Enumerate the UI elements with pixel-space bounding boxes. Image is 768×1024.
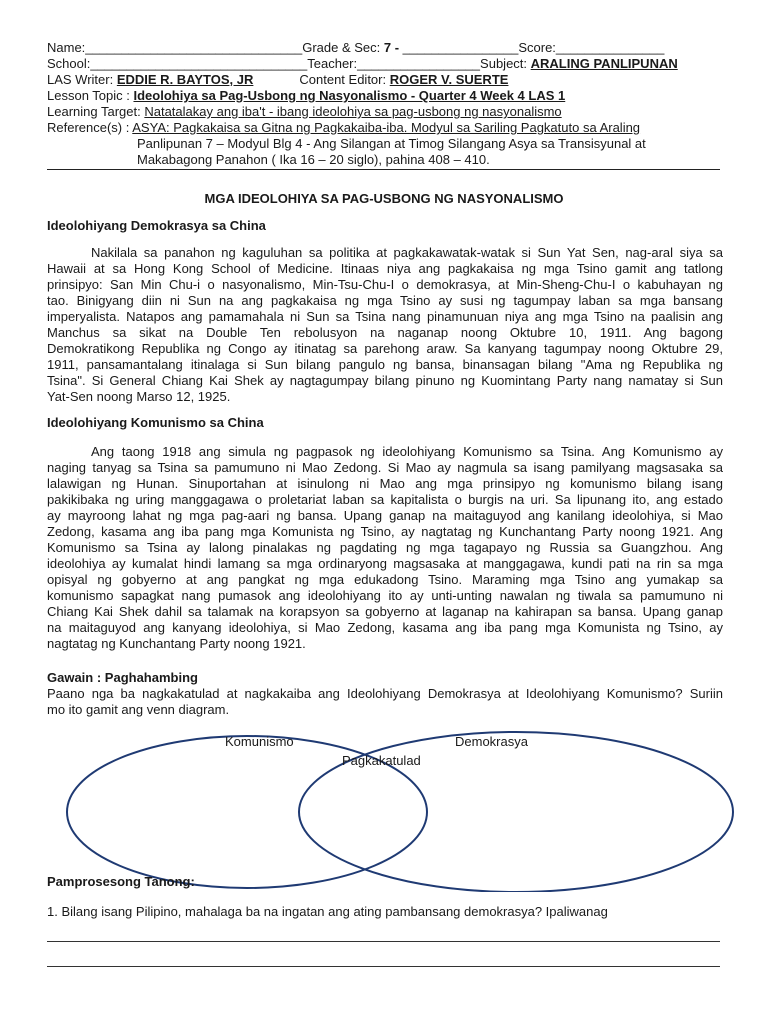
header-row-3 — [47, 72, 508, 88]
paragraph-line: tao. Binigyang diin ni Sun na ang pagkakaisa ng mga Tsino ay susi ng tagumpay laban sa mga bansang — [47, 293, 723, 308]
paragraph-line: lalawigan ng Hunan. Sinuportahan at isinulong ni Mao ang mga prinsipyo ng komunismo bilang isang — [47, 476, 723, 491]
editor-value: ROGER V. SUERTE — [389, 72, 509, 87]
grade-field[interactable]: ________________ — [402, 40, 519, 55]
paragraph-line: opisyal ng gobyerno at ang pangkat ng mga edukadong Tsino. Maraming mga Tsino ang yumakap sa — [47, 572, 723, 587]
section-1-paragraph — [47, 245, 723, 405]
header-row-4 — [47, 88, 565, 104]
subject-label: Subject: — [480, 56, 531, 71]
header-row-2 — [47, 56, 678, 72]
questions-heading: Pamprosesong Tanong: — [47, 874, 195, 889]
paragraph-line: Zedong, kasama ang iba pang mga Komunista ng Tsino, ay nagtatag ng Kunchantang Party noong 1921. Ang — [47, 524, 723, 539]
paragraph-line: prinsipyo: San Min Chu-i o nasyonalismo, Min-Tsu-Chu-I o demokrasya, at Min-Sheng-Chu-I o kabuhayan ng — [47, 277, 723, 292]
writer-value: EDDIE R. BAYTOS, JR — [116, 72, 254, 87]
paragraph-line: na maitaguyod ang kanyang ideolohiya, si Mao Zedong, kasama ang iba pang mga Komunista ng Tsino, ay — [47, 620, 723, 635]
paragraph-line: Tsina". Si General Chiang Kai Shek ay nagtagumpay bilang pinuno ng Kuomintang Party nang namatay si Sun — [47, 373, 723, 388]
paragraph-line: ideolohiya ay kumalat hindi lamang sa mga ordinaryong magsasaka at manggagawa, kundi pati na rin sa mga — [47, 556, 723, 571]
teacher-field[interactable]: Teacher:_________________ — [307, 56, 481, 71]
reference-line-3: Makabagong Panahon ( Ika 16 – 20 siglo), pahina 408 – 410. — [137, 152, 490, 167]
question-1: 1. Bilang isang Pilipino, mahalaga ba na ingatan ang ating pambansang demokrasya? Ipaliwanag — [47, 904, 608, 919]
venn-diagram — [60, 722, 740, 892]
activity-heading: Gawain : Paghahambing — [47, 670, 198, 685]
paragraph-line: naging tanyag sa Tsina sa pamumuno ni Mao Zedong. Si Mao ay nagmula sa isang pamilyang magsasaka sa — [47, 460, 723, 475]
paragraph-line: Hawaii at sa Hong Kong School of Medicine. Itinaas niya ang pagkakaisa ng mga Tsino gamit ang tatlong — [47, 261, 723, 276]
section-1-heading: Ideolohiyang Demokrasya sa China — [47, 218, 266, 233]
paragraph-line: Ang taong 1918 ang simula ng pagpasok ng ideolohiyang Komunismo sa Tsina. Ang Komunismo ay — [91, 444, 723, 459]
answer-line[interactable] — [47, 941, 720, 942]
topic-value: Ideolohiya sa Pag-Usbong ng Nasyonalismo - Quarter 4 Week 4 LAS 1 — [133, 88, 566, 103]
venn-center-label: Pagkakatulad — [342, 753, 421, 768]
paragraph-line: imperyalista. Natapos ang pamamahala ni Sun sa Tsina nang pinamunuan niya ang mga Tsino na paalisin ang — [47, 309, 723, 324]
reference-line-2: Panlipunan 7 – Modyul Blg 4 - Ang Silangan at Timog Silangang Asya sa Transisyunal at — [137, 136, 646, 151]
topic-label: Lesson Topic : — [47, 88, 134, 103]
subject-value: ARALING PANLIPUNAN — [530, 56, 678, 71]
activity-instructions — [47, 686, 723, 718]
target-value: Natatalakay ang iba't - ibang ideolohiya sa pag-usbong ng nasyonalismo — [144, 104, 562, 119]
answer-line[interactable] — [47, 966, 720, 967]
grade-label: Grade & Sec: — [302, 40, 384, 55]
venn-right-label: Demokrasya — [455, 734, 528, 749]
score-field[interactable]: Score:_______________ — [518, 40, 665, 55]
paragraph-line: Yat-Sen noong Marso 12, 1925. — [47, 389, 231, 404]
paragraph-line: Demokratikong Republika ng Congo ay itinatag sa parehong araw. Sa kanyang tagumpay noong Oktubre 29, — [47, 341, 723, 356]
paragraph-line: ay mayroong lahat ng mga pag-aari ng bansa. Upang ganap na maitaguyod ang kanilang ideolohiya, si Mao — [47, 508, 723, 523]
header-row-5 — [47, 104, 562, 120]
paragraph-line: pakikibaka ng uring manggagawa o proletariat laban sa kapitalista o burgis na uri. Sa lipunang ito, ang estado — [47, 492, 723, 507]
header-divider — [47, 169, 720, 170]
paragraph-line: 1911, pansamantalang itinalaga si Sun bilang pangulo ng bansa, binansagan bilang "Ama ng Republika ng — [47, 357, 723, 372]
venn-svg — [60, 722, 740, 892]
school-field[interactable]: School:______________________________ — [47, 56, 308, 71]
target-label: Learning Target: — [47, 104, 145, 119]
grade-value: 7 - — [383, 40, 403, 55]
section-2-paragraph — [47, 444, 723, 652]
instruction-line: mo ito gamit ang venn diagram. — [47, 702, 230, 717]
editor-label: Content Editor: — [299, 72, 390, 87]
header-row-6 — [47, 120, 640, 136]
paragraph-line: Nakilala sa panahon ng kaguluhan sa politika at pagkakawatak-watak si Sun Yat Sen, nag-aral siya sa — [91, 245, 723, 260]
reference-label: Reference(s) : — [47, 120, 133, 135]
section-2-heading: Ideolohiyang Komunismo sa China — [47, 415, 264, 430]
writer-label: LAS Writer: — [47, 72, 117, 87]
name-field[interactable]: Name:______________________________ — [47, 40, 303, 55]
header-row-1 — [47, 40, 664, 56]
venn-left-label: Komunismo — [225, 734, 294, 749]
reference-line-1: ASYA: Pagkakaisa sa Gitna ng Pagkakaiba-iba. Modyul sa Sariling Pagkatuto sa Araling — [132, 120, 641, 135]
paragraph-line: komunismo sapagkat nang pumasok ang ideolohiyang ito ay unti-unting nawalan ng tiwala sa pamumuno ni — [47, 588, 723, 603]
paragraph-line: nagtatag ng Kunchantang Party noong 1921. — [47, 636, 306, 651]
paragraph-line: Chiang Kai Shek dahil sa talamak na korapsyon sa gobyerno at laganap na kahirapan sa bansa. Upang ganap — [47, 604, 723, 619]
instruction-line: Paano nga ba nagkakatulad at nagkakaiba ang Ideolohiyang Demokrasya at Ideolohiyang Komunismo? Suriin — [47, 686, 723, 701]
paragraph-line: Komunismo sa Tsina ay lalong pinalakas ng pagdating ng mga tagapayo ng Russia sa Guangzhou. Ang — [47, 540, 723, 555]
page-title: MGA IDEOLOHIYA SA PAG-USBONG NG NASYONALISMO — [204, 191, 564, 206]
paragraph-line: Manchus sa sikat na Double Ten rebolusyon na naganap noong Oktubre 10, 1911. Ang bagong — [47, 325, 723, 340]
